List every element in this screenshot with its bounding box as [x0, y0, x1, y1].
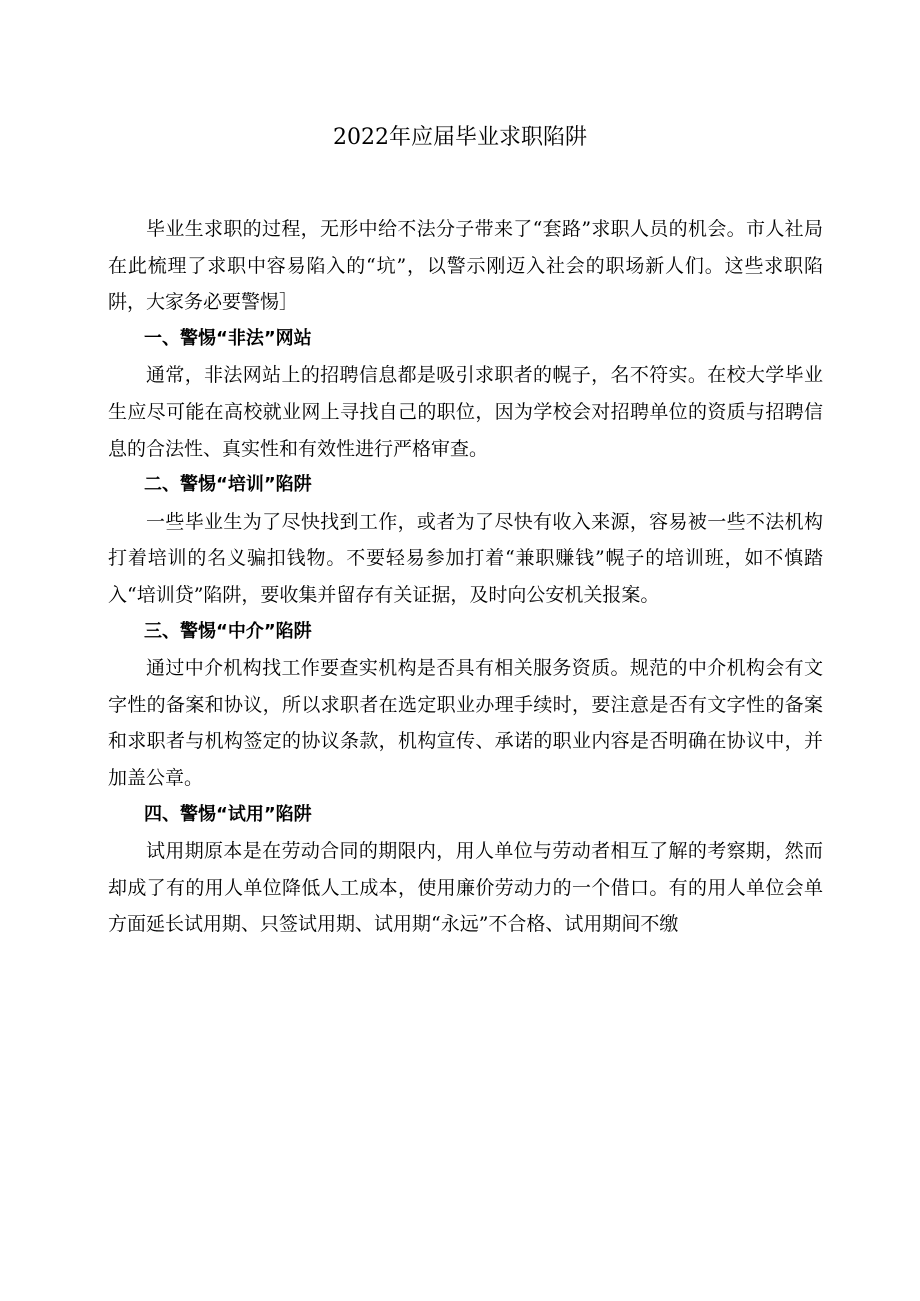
section-heading-2: 二、警惕“培训”陷阱	[144, 474, 312, 496]
section-heading-4: 四、警惕“试用”陷阱	[144, 803, 312, 825]
section-body-3: 通过中介机构找工作要查实机构是否具有相关服务资质。规范的中介机构会有文字性的备案和协议，所以求职者在选定职业办理手续时，要注意是否有文字性的备案和求职者与机构签定的协议条款，机构宣传、承诺的职业内容是否明确在协议中，并加盖公章。	[108, 657, 823, 789]
document-title: 2022年应届毕业求职陷阱	[333, 125, 587, 150]
section-heading-1: 一、警惕“非法”网站	[144, 327, 312, 349]
section-body-4: 试用期原本是在劳动合同的期限内，用人单位与劳动者相互了解的考察期，然而却成了有的用人单位降低人工成本，使用廉价劳动力的一个借口。有的用人单位会单方面延长试用期、只签试用期、试用期“永远”不合格、试用期间不缴	[108, 840, 823, 936]
section-body-2: 一些毕业生为了尽快找到工作，或者为了尽快有收入来源，容易被一些不法机构打着培训的名义骗扣钱物。不要轻易参加打着“兼职赚钱”幌子的培训班，如不慎踏入“培训贷”陷阱，要收集并留存有关证据，及时向公安机关报案。	[108, 510, 823, 606]
section-body-1: 通常，非法网站上的招聘信息都是吸引求职者的幌子，名不符实。在校大学毕业生应尽可能在高校就业网上寻找自己的职位，因为学校会对招聘单位的资质与招聘信息的合法性、真实性和有效性进行严格审查。	[108, 364, 823, 460]
intro-paragraph: 毕业生求职的过程，无形中给不法分子带来了“套路”求职人员的机会。市人社局在此梳理了求职中容易陷入的“坑”，以警示刚迈入社会的职场新人们。这些求职陷阱，大家务必要警惕］	[108, 218, 823, 314]
document-body	[108, 211, 823, 943]
section-heading-3: 三、警惕“中介”陷阱	[144, 620, 312, 642]
